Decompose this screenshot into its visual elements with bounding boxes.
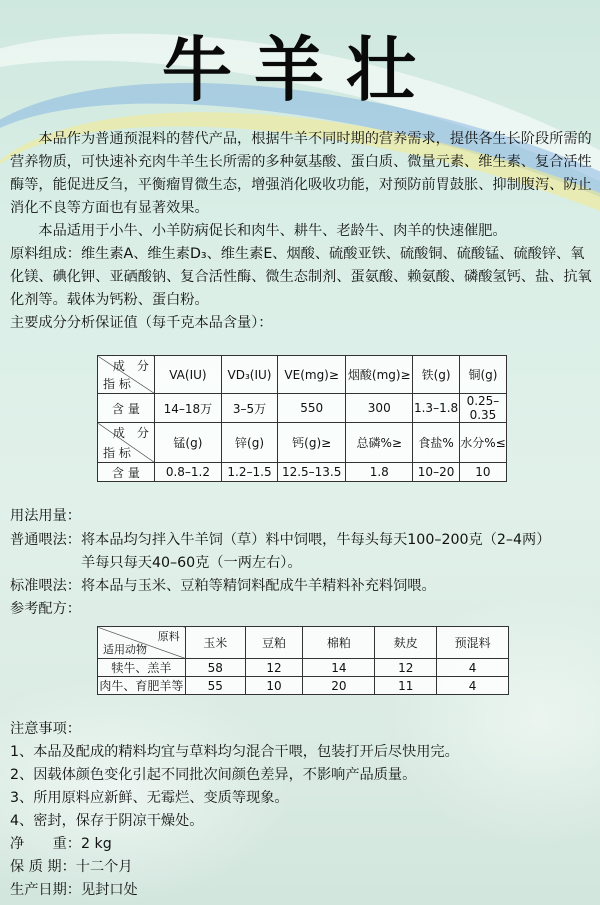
analysis-value-cell: 1.3–1.8 [413,394,460,423]
corner-bottom-label: 指 标 [103,377,131,391]
standard-feeding [10,575,436,595]
formula-value-cell: 58 [185,659,245,677]
analysis-corner-cell-2 [98,423,155,463]
notes-heading: 注意事项： [10,721,81,737]
analysis-value-cell: 12.5–13.5 [278,463,346,482]
normal-feeding [10,529,550,549]
analysis-header-row-1 [98,356,507,394]
formula-value-cell: 10 [245,677,303,695]
formula-row [98,677,509,695]
formula-table [97,626,509,695]
analysis-value-cell: 10–20 [413,463,460,482]
product-title: 牛羊壮 [162,28,438,111]
formula-value-cell: 12 [375,659,437,677]
formula-value-cell: 11 [375,677,437,695]
intro-paragraph-2: 本品适用于小牛、小羊防病促长和肉牛、耕牛、老龄牛、肉羊的快速催肥。 [38,223,507,239]
analysis-value-cell: 300 [346,394,413,423]
analysis-table [97,355,507,482]
shelf-life-label: 保 质 期： [10,859,76,875]
formula-header-cell: 棉粕 [303,627,375,659]
production-date [10,879,138,899]
normal-feeding-line-1: 将本品均匀拌入牛羊饲（草）料中饲喂，牛每头每天100–200克（2–4两） [80,532,551,548]
formula-animal-cell: 肉牛、育肥羊等 [98,677,186,695]
intro-paragraph-1: 本品作为普通预混料的替代产品，根据牛羊不同时期的营养需求，提供各生长阶段所需的营养物质，可快速补充肉牛羊生长所需的多种氨基酸、蛋白质、微量元素、维生素、复合活性酶等，能促进反刍，平衡瘤胃微生态，增强消化吸收功能，对预防前胃鼓胀、抑制腹泻、防止消化不良等方面也有显著效果。 [10,131,592,216]
analysis-header-cell: VE(mg)≥ [278,356,346,394]
formula-value-cell: 12 [245,659,303,677]
analysis-header-cell: 锰(g) [154,423,221,463]
analysis-value-row-2 [98,463,507,482]
analysis-header-cell: 烟酸(mg)≥ [346,356,413,394]
analysis-value-cell: 0.25–0.35 [459,394,506,423]
analysis-header-cell: VD₃(IU) [221,356,277,394]
note-item: 2、因载体颜色变化引起不同批次间颜色差异，不影响产品质量。 [10,767,417,783]
net-weight-value: 2 kg [80,836,112,852]
analysis-header-row-2 [98,423,507,463]
analysis-value-cell: 0.8–1.2 [154,463,221,482]
analysis-value-cell: 10 [459,463,506,482]
formula-corner-bottom: 适用动物 [103,643,147,656]
analysis-header-cell: 钙(g)≥ [278,423,346,463]
analysis-value-row-1 [98,394,507,423]
normal-feeding-label: 普通喂法： [10,532,81,548]
analysis-header-cell: VA(IU) [154,356,221,394]
analysis-value-cell: 1.8 [346,463,413,482]
formula-row [98,659,509,677]
net-weight [10,833,112,853]
analysis-value-cell: 14–18万 [154,394,221,423]
formula-value-cell: 14 [303,659,375,677]
analysis-value-cell: 550 [278,394,346,423]
formula-header-cell: 玉米 [185,627,245,659]
analysis-header-cell: 铁(g) [413,356,460,394]
ingredients-paragraph: 原料组成：维生素A、维生素D₃、维生素E、烟酸、硫酸亚铁、硫酸铜、硫酸锰、硫酸锌、氧化镁、碘化钾、亚硒酸钠、复合活性酶、微生态制剂、蛋氨酸、赖氨酸、磷酸氢钙、盐、抗氧化剂等。载体为钙粉、蛋白粉。 [10,246,592,308]
standard-feeding-text: 将本品与玉米、豆粕等精饲料配成牛羊精料补充料饲喂。 [80,578,436,594]
formula-value-cell: 55 [185,677,245,695]
analysis-header-cell: 锌(g) [221,423,277,463]
formula-heading: 参考配方： [10,601,81,617]
formula-corner-top: 原料 [157,630,180,643]
standard-feeding-label: 标准喂法： [10,578,81,594]
formula-header-cell: 预混料 [437,627,509,659]
analysis-header-cell: 总磷%≥ [346,423,413,463]
analysis-value-cell: 3–5万 [221,394,277,423]
analysis-corner-cell-1 [98,356,155,394]
formula-value-cell: 20 [303,677,375,695]
note-item: 4、密封，保存于阴凉干燥处。 [10,813,204,829]
analysis-row-label: 含 量 [98,394,155,423]
corner-top-label: 成 分 [112,359,149,373]
analysis-header-cell: 铜(g) [459,356,506,394]
normal-feeding-line-2: 羊每只每天40–60克（一两左右）。 [81,555,302,571]
shelf-life [10,856,133,876]
formula-header-row [98,627,509,659]
usage-heading: 用法用量： [10,508,81,524]
analysis-value-cell: 1.2–1.5 [221,463,277,482]
analysis-header-cell: 食盐% [413,423,460,463]
analysis-header-cell: 水分%≤ [459,423,506,463]
production-date-label: 生产日期： [10,882,81,898]
note-item: 3、所用原料应新鲜、无霉烂、变质等现象。 [10,790,289,806]
shelf-life-value: 十二个月 [75,859,133,875]
production-date-value: 见封口处 [80,882,138,898]
formula-animal-cell: 犊牛、羔羊 [98,659,186,677]
net-weight-label: 净 重： [10,836,81,852]
formula-value-cell: 4 [437,659,509,677]
analysis-heading: 主要成分分析保证值（每千克本品含量）： [10,315,273,331]
corner-bottom-label: 指 标 [103,446,131,460]
formula-header-cell: 豆粕 [245,627,303,659]
formula-corner-cell [98,627,186,659]
note-item: 1、本品及配成的精料均宜与草料均匀混合干喂，包装打开后尽快用完。 [10,744,459,760]
intro-text [10,128,594,335]
corner-top-label: 成 分 [112,426,149,440]
formula-value-cell: 4 [437,677,509,695]
analysis-row-label: 含 量 [98,463,155,482]
formula-header-cell: 麸皮 [375,627,437,659]
